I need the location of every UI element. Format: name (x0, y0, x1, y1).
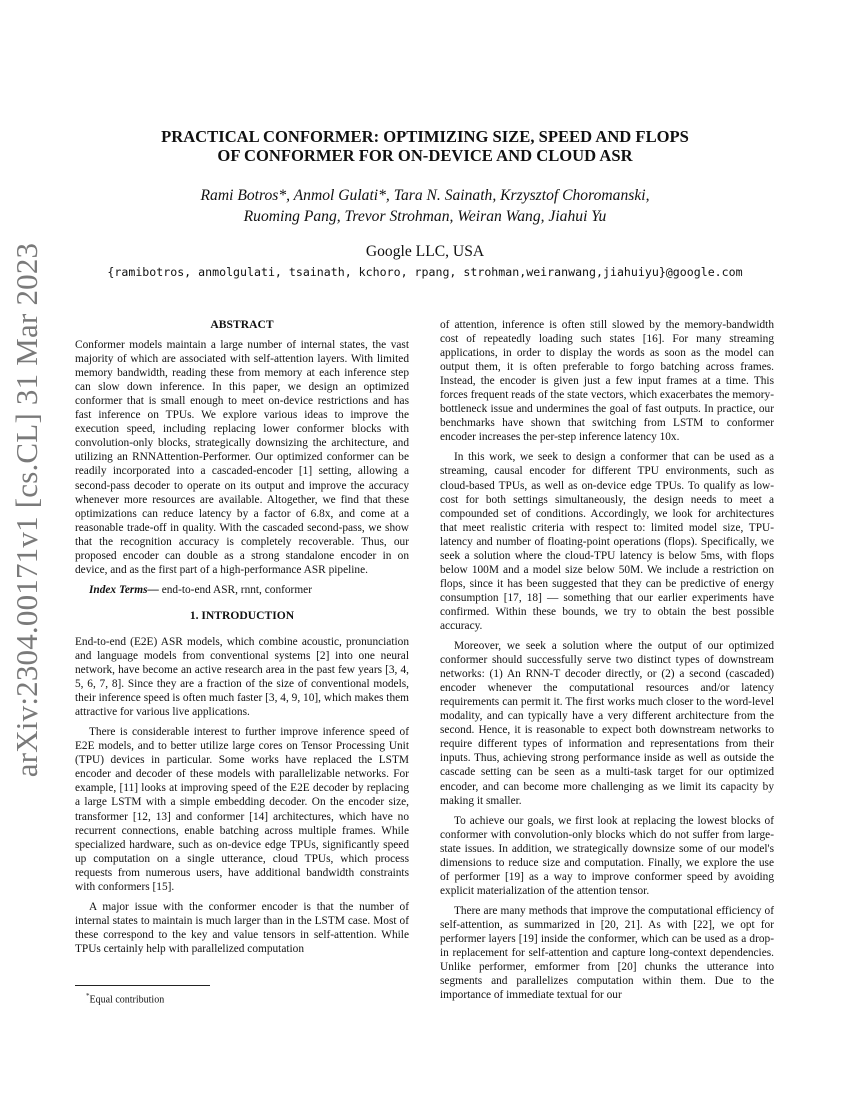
footnote (86, 992, 164, 1005)
intro-paragraph-7: To achieve our goals, we first look at replacing the lowest blocks of conformer with convolution-only blocks which do not suffer from large-state issues. In addition, we strategically downsize some of our model's dimensions to reduce size and computation. Finally, we explore the use of performer [19] as a way to improve conformer speed by avoiding explicit materialization of the attention tensor. (440, 814, 774, 897)
abstract-heading: ABSTRACT (210, 318, 274, 331)
introduction-heading: 1. INTRODUCTION (189, 608, 295, 622)
title-line-2: OF CONFORMER FOR ON-DEVICE AND CLOUD ASR (217, 146, 633, 165)
authors-line-2: Ruoming Pang, Trevor Strohman, Weiran Wang, Jiahui Yu (243, 208, 607, 225)
affiliation: Google LLC, USA (365, 243, 485, 260)
index-terms-value: end-to-end ASR, rnnt, conformer (161, 583, 312, 596)
author-emails: {ramibotros, anmolgulati, tsainath, kchoro, rpang, strohman,weiranwang,jiahuiyu}@google.com (107, 265, 743, 279)
paper-title (60, 127, 790, 165)
title-line-1: PRACTICAL CONFORMER: OPTIMIZING SIZE, SPEED AND FLOPS (161, 127, 689, 146)
arxiv-identifier: arXiv:2304.00171v1 [cs.CL] 31 Mar 2023 (9, 242, 44, 778)
left-column (75, 318, 409, 956)
intro-paragraph-1: End-to-end (E2E) ASR models, which combine acoustic, pronunciation and language models from conventional systems [2] into one neural network, have become an active research area in the past few years [3, 4, 5, 6, 7, 8]. Since they are a fraction of the size of conventional models, their inference speed is often much faster [3, 4, 9, 10], which makes them attractive for various live applications. (75, 635, 409, 719)
intro-paragraph-8: There are many methods that improve the computational efficiency of self-attention, as summarized in [20, 21]. As with [22], we opt for performer layers [19] inside the conformer, which can be used as a drop-in replacement for self-attention and capture long-context dependencies. Unlike performer, emformer from [20] chunks the utterance into segments and parallelizes computation within them. Due to the importance of immediate textual for our (440, 904, 774, 1002)
authors-line-1: Rami Botros*, Anmol Gulati*, Tara N. Sainath, Krzysztof Choromanski, (200, 187, 650, 204)
intro-paragraph-2: There is considerable interest to further improve inference speed of E2E models, and to better utilize large cores on Tensor Processing Unit (TPU) devices in particular. Some works have replaced the LSTM encoder and decoder of these models with parallelizable networks. For example, [11] looks at improving speed of the E2E decoder by replacing a large LSTM with a simple embedding decoder. On the encoder size, transformer [12, 13] and conformer [14] architectures, which have no recurrent connections, enable batching across multiple frames. While specialized hardware, such as on-device edge TPUs, significantly speed up computation on a single utterance, cloud TPUs, which process requests from numerous users, have additional bandwidth constraints with conformers [15]. (75, 726, 409, 893)
right-column (440, 318, 774, 1002)
intro-paragraph-6: Moreover, we seek a solution where the output of our optimized conformer should successfully serve two distinct types of downstream networks: (1) An RNN-T decoder directly, or (2) a second (cascaded) encoder whenever the computational resources and/or latency requirements can permit it. The first works much closer to the word-level modality, and can typically have a very different architecture from the second. Hence, it is reasonable to expect both downstream networks to require different types of information and representations from their inputs. Thus, achieving strong performance inside as well as outside the cascade setting can be seen as a multi-task target for our optimized encoder, and can become more challenging as we limit its capacity by making it smaller. (440, 640, 774, 807)
index-terms (75, 583, 409, 597)
intro-paragraph-5: In this work, we seek to design a conformer that can be used as a streaming, causal encoder for different TPU environments, such as cloud-based TPUs, as well as on-device edge TPUs. To qualify as low-cost for both settings simultaneously, the design needs to meet a compounded set of conditions. Accordingly, we look for architectures that meet realistic criteria with respect to: limited model size, TPU-latency and number of floating-point operations (flops). Specifically, we seek a solution where the cloud-TPU latency is below 5ms, with flops below 100M and a model size below 50M. We include a restriction on flops, since it has been suggested that they can be predictive of energy consumption [17, 18] — something that our earlier experiments have confirmed. Within these bounds, we try to obtain the best possible accuracy. (440, 451, 774, 632)
footnote-text: Equal contribution (89, 994, 165, 1006)
abstract-text: Conformer models maintain a large number of internal states, the vast majority of which are associated with self-attention layers. With limited memory bandwidth, reading these from memory at each inference step can slow down inference. In this paper, we design an optimized conformer that is small enough to meet on-device restrictions and has fast inference on TPUs. We explore various ideas to improve the execution speed, including replacing lower conformer blocks with convolution-only blocks, strategically downsizing the architecture, and utilizing an RNNAttention-Performer. Our optimized conformer can be readily incorporated into a cascaded-encoder [1] setting, allowing a second-pass decoder to operate on its output and improve the accuracy whenever more resources are available. Altogether, we find that these optimizations can reduce latency by a factor of 6.8x, and come at a reasonable trade-off in quality. With the cascaded second-pass, we show that the recognition accuracy is completely recoverable. Thus, our proposed encoder can double as a strong standalone encoder in on device, and as the first part of a high-performance ASR pipeline. (75, 339, 409, 576)
index-terms-label: Index Terms— (89, 583, 159, 596)
author-list (60, 185, 790, 227)
intro-paragraph-4: of attention, inference is often still slowed by the memory-bandwidth cost of repeatedly loading such states [16]. For many streaming applications, in order to display the words as soon as the model can output them, it is often preferable to forgo batching across frames. Instead, the encoder is given just a few input frames at a time. This forces frequent reads of the state vectors, which exacerbates the memory-bottleneck issue and undermines the goal of fast outputs. In practice, our benchmarks have shown that switching from LSTM to conformer encoder increases the per-step inference latency 10x. (440, 319, 774, 444)
arxiv-sidebar (0, 242, 54, 778)
footnote-divider (75, 985, 210, 986)
footnote-mark: * (86, 992, 90, 1000)
intro-paragraph-3: A major issue with the conformer encoder is that the number of internal states to maintain is much larger than in the LSTM case. Most of these correspond to the key and value tensors in self-attention. While TPUs certainly help with parallelized computation (75, 900, 409, 955)
